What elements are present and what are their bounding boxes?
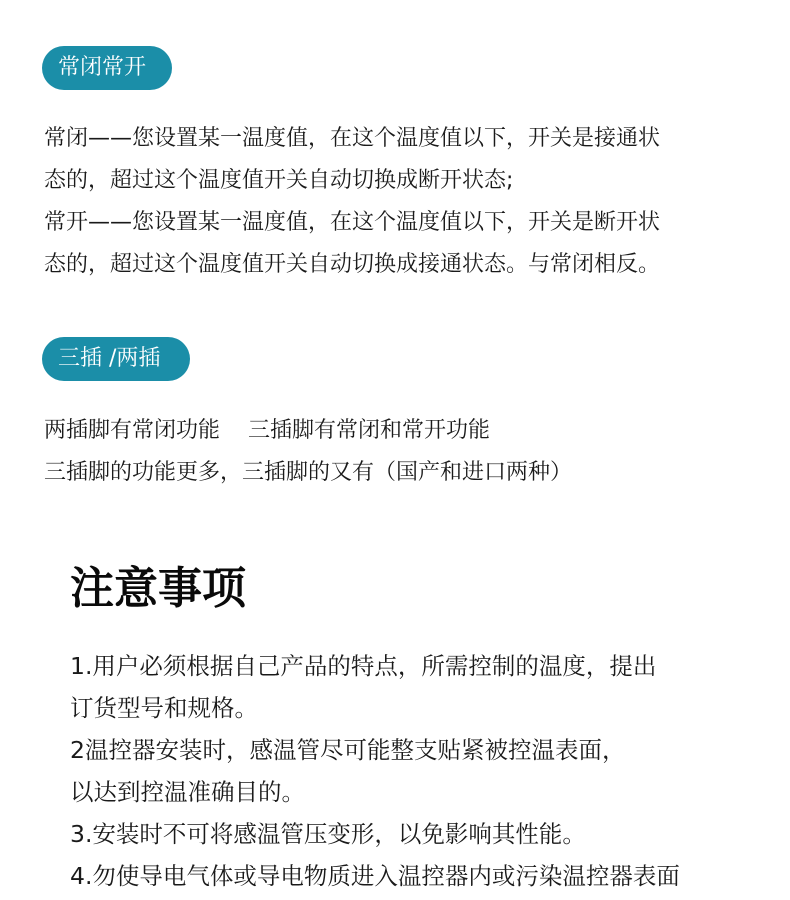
section-2-paragraph <box>44 410 572 494</box>
notes-list <box>70 645 680 897</box>
paragraph-line: 两插脚有常闭功能 三插脚有常闭和常开功能 <box>44 418 490 443</box>
note-line: 1.用户必须根据自己产品的特点，所需控制的温度，提出 <box>70 652 657 680</box>
paragraph-line: 常开——您设置某一温度值，在这个温度值以下，开关是断开状 <box>44 210 661 235</box>
section-1-paragraph <box>44 118 660 286</box>
paragraph-line: 常闭——您设置某一温度值，在这个温度值以下，开关是接通状 <box>44 126 661 151</box>
paragraph-line: 态的，超过这个温度值开关自动切换成断开状态; <box>44 168 514 193</box>
note-line: 以达到控温准确目的。 <box>70 778 305 806</box>
note-line: 4.勿使导电气体或导电物质进入温控器内或污染温控器表面 <box>70 862 680 890</box>
note-line: 3.安装时不可将感温管压变形，以免影响其性能。 <box>70 820 586 848</box>
section-badge-normally-closed-open: 常闭常开 <box>42 46 172 90</box>
notes-title: 注意事项 <box>70 563 246 614</box>
note-line: 订货型号和规格。 <box>70 694 258 722</box>
paragraph-line: 态的，超过这个温度值开关自动切换成接通状态。与常闭相反。 <box>44 252 661 277</box>
section-badge-plug-type: 三插 /两插 <box>42 337 190 381</box>
note-line: 2温控器安装时，感温管尽可能整支贴紧被控温表面， <box>70 736 626 764</box>
paragraph-line: 三插脚的功能更多，三插脚的又有（国产和进口两种） <box>44 460 573 485</box>
